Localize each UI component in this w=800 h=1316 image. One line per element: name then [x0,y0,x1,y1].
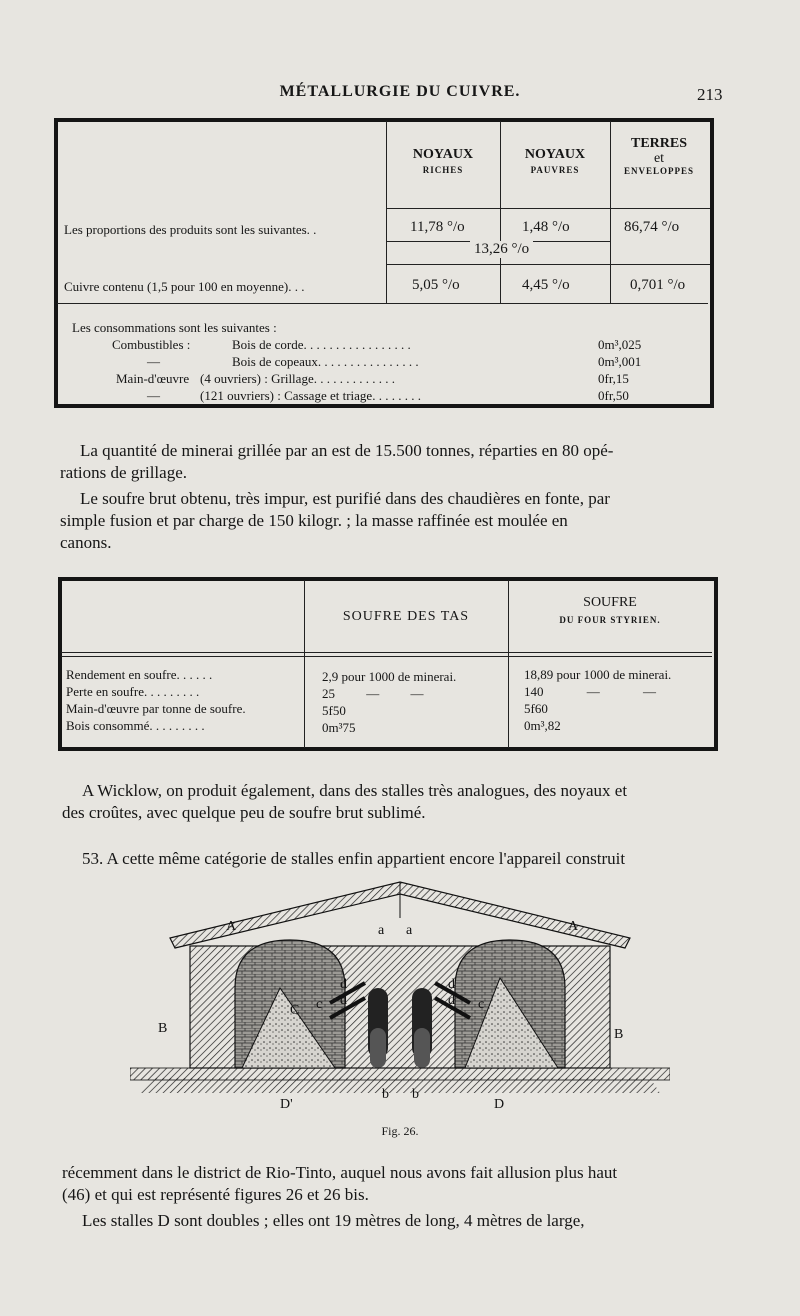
figure-caption: Fig. 26. [381,1124,419,1138]
paragraph-line: 53. A cette même catégorie de stalles enfin appartient encore l'appareil construit [82,849,626,868]
table2-header-rule [61,656,712,657]
value-four-rendement: 18,89 pour 1000 de minerai. [524,667,672,682]
row-label-cuivre-contenu: Cuivre contenu (1,5 pour 100 en moyenne). . . [64,279,305,294]
value-combined-noyaux: 13,26 °/o [470,241,533,258]
paragraph-line: canons. [60,533,112,552]
header-terres-line1: TERRES [630,136,688,151]
consumption-desc: Bois de copeaux. . . . . . . . . . . . . . . . [232,354,419,369]
header-terres-line2: et [653,151,665,167]
header-soufre-tas: SOUFRE DES TAS [342,609,470,624]
value-tas-bois: 0m³75 [322,720,356,735]
consumption-title: Les consommations sont les suivantes : [72,320,277,335]
consumption-category: Main-d'œuvre [116,371,190,386]
consumption-value: 0fr,15 [598,371,629,386]
figure-label: d [340,993,347,1008]
figure-label: b [412,1087,419,1102]
value-four-bois: 0m³,82 [524,718,561,733]
row-label-perte: Perte en soufre. . . . . . . . . [66,684,200,699]
consumption-desc: Bois de corde. . . . . . . . . . . . . . . . . [232,337,411,352]
paragraph-line: Les stalles D sont doubles ; elles ont 19 mètres de long, 4 mètres de large, [82,1211,585,1230]
consumption-category: — [147,354,160,369]
table2-header-rule [61,652,712,653]
value-pauvres-proportion: 1,48 °/o [522,219,570,235]
figure-label: D [494,1097,505,1112]
page-number: 213 [697,85,723,104]
value-terres-cuivre: 0,701 °/o [630,277,686,293]
figure-label: D' [280,1097,293,1112]
consumption-value: 0m³,001 [598,354,642,369]
figure-label: d [448,993,455,1008]
row-label-proportions: Les proportions des produits sont les suivantes. . [64,222,317,237]
figure-label: b [382,1087,389,1102]
header-pauvres-line2: PAUVRES [530,165,580,176]
paragraph-line: La quantité de minerai grillée par an est de 15.500 tonnes, réparties en 80 opé- [80,441,614,460]
paragraph-line: rations de grillage. [60,463,187,482]
row-label-bois: Bois consommé. . . . . . . . . [66,718,205,733]
paragraph-line: Le soufre brut obtenu, très impur, est purifié dans des chaudières en fonte, par [80,489,610,508]
header-terres-line3: ENVELOPPES [623,165,694,176]
header-noyaux-pauvres [500,147,610,176]
consumption-desc: (4 ouvriers) : Grillage. . . . . . . . . . . . . [200,371,395,386]
figure-label: B [614,1027,624,1042]
value-riches-cuivre: 5,05 °/o [412,277,460,293]
header-four-line1: SOUFRE [583,595,637,610]
consumption-value: 0m³,025 [598,337,642,352]
header-riches-line1: NOYAUX [412,147,474,162]
paragraph-line: simple fusion et par charge de 150 kilogr. ; la masse raffinée est moulée en [60,511,568,530]
consumption-value: 0fr,50 [598,388,629,403]
header-riches-line2: RICHES [422,165,464,176]
value-tas-rendement: 2,9 pour 1000 de minerai. [322,669,457,684]
value-tas-perte: 25 — — [322,686,424,701]
figure-label: c [478,997,485,1012]
figure-label: d [448,977,455,992]
figure-label: A [568,919,579,934]
figure-label: a [406,923,413,938]
row-label-main-oeuvre: Main-d'œuvre par tonne de soufre. [66,701,246,716]
header-terres [610,136,708,177]
value-riches-proportion: 11,78 °/o [410,219,465,235]
header-soufre-four [508,595,712,626]
figure-label: a [378,923,385,938]
consumption-category: Combustibles : [112,337,191,352]
paragraph-line: (46) et qui est représenté figures 26 et 26 bis. [62,1185,369,1204]
figure-label: B [158,1021,168,1036]
value-terres-proportion: 86,74 °/o [624,219,680,235]
value-tas-main-oeuvre: 5f50 [322,703,346,718]
table1-header-rule [386,208,710,209]
figure-label: C [290,1003,300,1018]
value-pauvres-cuivre: 4,45 °/o [522,277,570,293]
running-title: MÉTALLURGIE DU CUIVRE. [279,83,521,100]
header-noyaux-riches [386,147,500,176]
table1-section-rule [57,303,708,304]
paragraph-line: A Wicklow, on produit également, dans des stalles très analogues, des noyaux et [82,781,628,800]
consumption-desc: (121 ouvriers) : Cassage et triage. . . . . . . . [200,388,421,403]
value-four-main-oeuvre: 5f60 [524,701,548,716]
figure-label: d [340,977,347,992]
paragraph-line: récemment dans le district de Rio-Tinto, auquel nous avons fait allusion plus haut [62,1163,618,1182]
value-four-perte: 140 — — [524,684,656,699]
table1-row-rule [386,264,710,265]
furnace-stall-illustration [130,878,670,1118]
header-four-line2: DU FOUR STYRIEN. [559,615,661,626]
figure-label: c [316,997,323,1012]
paragraph-line: des croûtes, avec quelque peu de soufre brut sublimé. [62,803,426,822]
table2-col-divider [304,580,305,748]
figure-label: A [226,919,237,934]
header-pauvres-line1: NOYAUX [524,147,586,162]
consumption-category: — [147,388,160,403]
row-label-rendement: Rendement en soufre. . . . . . [66,667,213,682]
